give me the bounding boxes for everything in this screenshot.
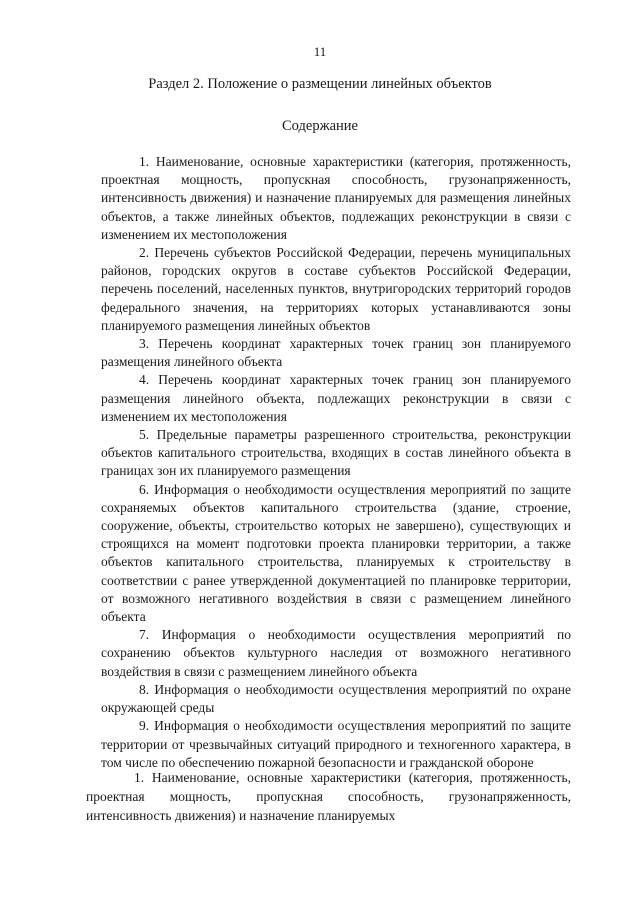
contents-heading: Содержание [282, 118, 358, 134]
toc-item-2: 2. Перечень субъектов Российской Федерации, перечень муниципальных районов, городских округов в составе субъектов Российской Федерации, перечень поселений, населенных пунктов, внутригородских территорий городов федерального значения, на территориях которых устанавливаются зоны планируемого размещения линейных объектов [101, 245, 571, 333]
toc-item-6: 6. Информация о необходимости осуществления мероприятий по защите сохраняемых объектов капитального строительства (здание, строение, сооружение, объекты, строительство которых не завершено), существующих и строящихся на момент подготовки проекта планировки территории, а также объектов капитального строительства, планируемых к строительству в соответствии с ранее утвержденной документацией по планировке территории, от возможного негативного воздействия в связи с размещением линейного объекта [101, 481, 571, 625]
page-number: 11 [313, 44, 327, 59]
toc-item-1: 1. Наименование, основные характеристики (категория, протяженность, проектная мощность, пропускная способность, грузонапряженность, интенсивность движения) и назначение планируемых для размещения линейных объектов, а также линейных объектов, подлежащих реконструкции в связи с изменением их местоположения [101, 154, 571, 242]
table-of-contents [101, 153, 571, 772]
toc-item-5: 5. Предельные параметры разрешенного строительства, реконструкции объектов капитального строительства, входящих в состав линейного объекта в границах зон их планируемого размещения [101, 427, 571, 479]
section-title: Раздел 2. Положение о размещении линейных объектов [148, 76, 492, 92]
section-1-paragraph: 1. Наименование, основные характеристики (категория, протяженность, проектная мощность, пропускная способность, грузонапряженность, интенсивность движения) и назначение планируемых [86, 770, 571, 823]
toc-item-3: 3. Перечень координат характерных точек границ зон планируемого размещения линейного объекта [101, 336, 571, 370]
toc-item-8: 8. Информация о необходимости осуществления мероприятий по охране окружающей среды [101, 681, 571, 716]
toc-item-9: 9. Информация о необходимости осуществления мероприятий по защите территории от чрезвычайных ситуаций природного и техногенного характера, в том числе по обеспечению пожарной безопасности и гражданской обороне [101, 718, 571, 770]
toc-item-7: 7. Информация о необходимости осуществления мероприятий по сохранению объектов культурного наследия от возможного негативного воздействия в связи с размещением линейного объекта [101, 627, 571, 679]
toc-item-4: 4. Перечень координат характерных точек границ зон планируемого размещения линейного объекта, подлежащих реконструкции в связи с изменением их местоположения [101, 372, 571, 424]
